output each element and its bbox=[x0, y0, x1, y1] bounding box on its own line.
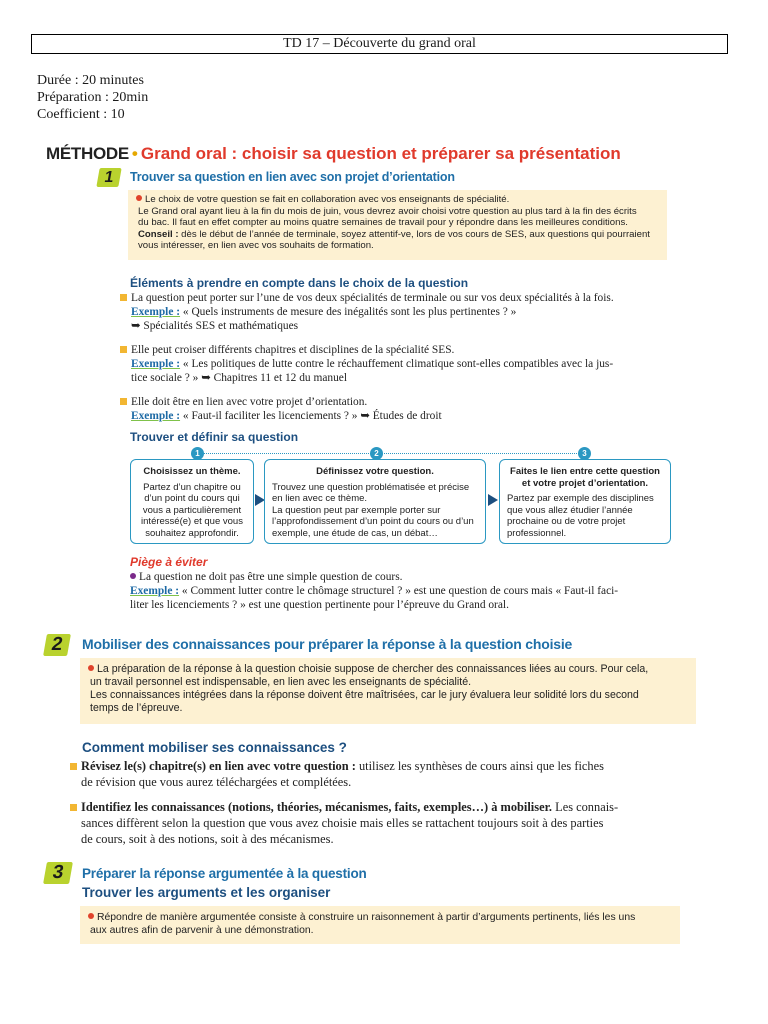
item1-line2: de révision que vous aurez téléchargées et complétées. bbox=[81, 775, 352, 789]
el1-example-label: Exemple : bbox=[131, 306, 181, 318]
section-1-info-box bbox=[128, 190, 667, 260]
piege-line1: La question ne doit pas être une simple question de cours. bbox=[139, 571, 403, 583]
elements-title: Éléments à prendre en compte dans le choix de la question bbox=[130, 276, 469, 290]
section-3-info-box bbox=[80, 906, 680, 944]
item2-line3: de cours, soit à des notions, soit à des mécanismes. bbox=[81, 832, 334, 846]
section-2-badge: 2 bbox=[43, 634, 71, 656]
arrow-right-icon bbox=[488, 494, 498, 506]
conseil-label: Conseil : bbox=[138, 228, 179, 240]
section-2-info-box bbox=[80, 658, 696, 724]
s2-box-line4: temps de l’épreuve. bbox=[90, 702, 183, 714]
s1-box-line1: Le choix de votre question se fait en collaboration avec vos enseignants de spécialité. bbox=[145, 194, 510, 205]
document-title: TD 17 – Découverte du grand oral bbox=[31, 34, 728, 54]
trouver-title: Trouver et définir sa question bbox=[130, 430, 299, 444]
methode-separator: • bbox=[131, 144, 138, 163]
section-1-badge: 1 bbox=[96, 168, 121, 187]
duree-line: Durée : 20 minutes bbox=[37, 73, 144, 88]
elements-list bbox=[120, 291, 614, 423]
step-2-head: Définissez votre question. bbox=[316, 466, 434, 477]
piege-block bbox=[130, 570, 618, 612]
methode-label: MÉTHODE bbox=[46, 144, 129, 163]
methode-title: Grand oral : choisir sa question et préparer sa présentation bbox=[140, 144, 621, 163]
step-1-number: 1 bbox=[191, 447, 204, 460]
step-1-box bbox=[130, 459, 254, 544]
bullet-square-icon bbox=[70, 804, 77, 811]
step-3-number: 3 bbox=[578, 447, 591, 460]
el2-line3: tice sociale ? » ➥ Chapitres 11 et 12 du manuel bbox=[131, 372, 347, 384]
s1-box-line3: du bac. Il faut en effet compter au moins quatre semaines de travail pour y répondre dans les meilleures conditions. bbox=[138, 217, 628, 229]
step-1-head: Choisissez un thème. bbox=[143, 466, 241, 477]
bullet-square-icon bbox=[120, 398, 127, 405]
section-3-badge: 3 bbox=[43, 862, 73, 884]
piege-title: Piège à éviter bbox=[130, 555, 208, 569]
methode-heading bbox=[46, 144, 621, 164]
item2-bold: Identifiez les connaissances (notions, théories, mécanismes, faits, exemples…) à mobiliser. bbox=[81, 800, 553, 814]
item2-line2: sances diffèrent selon la question que vous avez choisie mais elles se rattachent toujours soit à des parties bbox=[81, 816, 604, 830]
section-2-title: Mobiliser des connaissances pour préparer la réponse à la question choisie bbox=[82, 636, 573, 652]
el3-example-text: « Faut-il faciliter les licenciements ? » ➥ Études de droit bbox=[180, 410, 442, 422]
bullet-square-icon bbox=[120, 346, 127, 353]
item1-text: utilisez les synthèses de cours ainsi que les fiches bbox=[355, 759, 604, 773]
el1-example-text: « Quels instruments de mesure des inégalités sont les plus pertinentes ? » bbox=[180, 306, 517, 318]
section-3-subtitle: Trouver les arguments et les organiser bbox=[82, 885, 331, 900]
el1-line3: ➥ Spécialités SES et mathématiques bbox=[131, 320, 299, 332]
steps-connector bbox=[197, 453, 585, 454]
bullet-square-icon bbox=[70, 763, 77, 770]
el2-example-label: Exemple : bbox=[131, 358, 181, 370]
s3-box-line2: aux autres afin de parvenir à une démonstration. bbox=[90, 925, 314, 936]
item1-bold: Révisez le(s) chapitre(s) en lien avec votre question : bbox=[81, 759, 356, 773]
step-3-head: Faites le lien entre cette question et votre projet d’orientation. bbox=[510, 466, 660, 489]
piege-example-label: Exemple : bbox=[130, 585, 180, 597]
step-2-number: 2 bbox=[370, 447, 383, 460]
step-2-box bbox=[264, 459, 486, 544]
section-1-title: Trouver sa question en lien avec son projet d’orientation bbox=[130, 170, 455, 184]
s3-box-line1: Répondre de manière argumentée consiste à construire un raisonnement à partir d’arguments pertinents, liés les uns bbox=[97, 912, 636, 923]
piege-example-text: « Comment lutter contre le chômage structurel ? » est une question de cours mais « Faut-il faci- bbox=[179, 585, 619, 597]
comment-list bbox=[70, 758, 618, 847]
el2-example-text: « Les politiques de lutte contre le réchauffement climatique sont-elles compatibles avec la jus- bbox=[180, 358, 614, 370]
step-3-box bbox=[499, 459, 671, 544]
preparation-line: Préparation : 20min bbox=[37, 90, 149, 105]
bullet-dot-icon bbox=[130, 573, 136, 579]
s1-box-line2: Le Grand oral ayant lieu à la fin du mois de juin, vous devrez avoir choisi votre question au plus tard à la fin des écrits bbox=[138, 205, 637, 217]
bullet-dot-icon bbox=[136, 195, 142, 201]
s1-box-line5: vous intéresser, en lien avec vos souhaits de formation. bbox=[138, 240, 374, 252]
el3-example-label: Exemple : bbox=[131, 410, 181, 422]
s2-box-line2: un travail personnel est indispensable, en lien avec les enseignants de spécialité. bbox=[90, 676, 472, 688]
piege-line3: liter les licenciements ? » est une question pertinente pour l’épreuve du Grand oral. bbox=[130, 599, 509, 611]
el2-line1: Elle peut croiser différents chapitres et disciplines de la spécialité SES. bbox=[131, 344, 455, 356]
step-1-body: Partez d’un chapitre ou d’un point du cours qui vous a particulièrement intéressé(e) et que vous souhaitez approfondir. bbox=[141, 481, 243, 539]
s2-box-line3: Les connaissances intégrées dans la réponse doivent être maîtrisées, car le jury évaluera leur solidité lors du second bbox=[90, 689, 639, 701]
item2-text: Les connais- bbox=[552, 800, 619, 814]
section-3-title: Préparer la réponse argumentée à la question bbox=[82, 866, 367, 881]
el3-line1: Elle doit être en lien avec votre projet d’orientation. bbox=[131, 396, 368, 408]
s1-box-line4: dès le début de l’année de terminale, soyez attentif-ve, lors de vos cours de SES, aux questions qui pourraient bbox=[178, 228, 650, 240]
meta-info bbox=[37, 72, 148, 123]
coefficient-line: Coefficient : 10 bbox=[37, 107, 125, 122]
s2-box-line1: La préparation de la réponse à la question choisie suppose de chercher des connaissances liées au cours. Pour cela, bbox=[97, 663, 649, 675]
bullet-dot-icon bbox=[88, 665, 94, 671]
bullet-square-icon bbox=[120, 294, 127, 301]
comment-title: Comment mobiliser ses connaissances ? bbox=[82, 740, 347, 755]
el1-line1: La question peut porter sur l’une de vos deux spécialités de terminale ou sur vos deux spécialités à la fois. bbox=[131, 292, 614, 304]
step-2-body: Trouvez une question problématisée et précise en lien avec ce thème. La question peut par exemple porter sur l’approfondissement d’un point du cours ou d’un exemple, une étude de cas, un débat… bbox=[272, 481, 474, 539]
step-3-body: Partez par exemple des disciplines que vous allez étudier l’année prochaine ou de votre projet professionnel. bbox=[507, 493, 654, 539]
bullet-dot-icon bbox=[88, 913, 94, 919]
